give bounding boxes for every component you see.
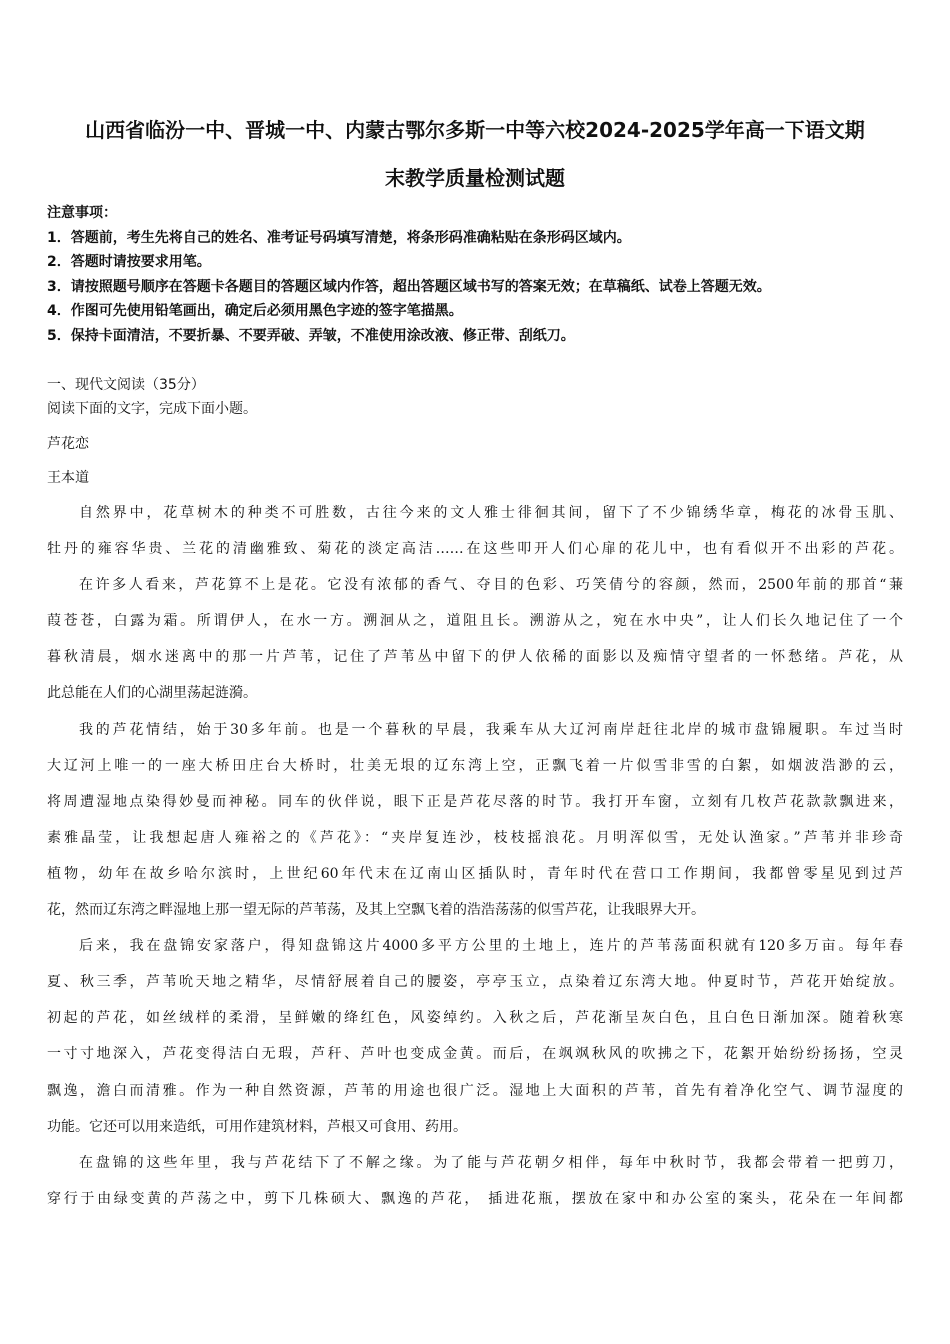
exam-title-line-2: 末教学质量检测试题 [385,166,565,190]
body-line: 大辽河上唯一的一座大桥田庄台大桥时，壮美无垠的辽东湾上空，正飘飞着一片似雪非雪的白絮，如烟波浩渺的云， [47,757,903,774]
body-line: 在盘锦的这些年里，我与芦花结下了不解之缘。为了能与芦花朝夕相伴，每年中秋时节，我都会带着一把剪刀， [79,1154,903,1171]
notice-item: 5．保持卡面清洁，不要折暴、不要弄破、弄皱，不准使用涂改液、修正带、刮纸刀。 [47,327,575,344]
body-line: 植物，幼年在故乡哈尔滨时，上世纪60年代末在辽南山区插队时，青年时代在营口工作期间，我都曾零星见到过芦 [47,865,903,882]
body-line: 一寸寸地深入，芦花变得洁白无瑕，芦秆、芦叶也变成金黄。而后，在飒飒秋风的吹拂之下，花絮开始纷纷扬扬，空灵 [47,1046,903,1063]
body-line: 自然界中，花草树木的种类不可胜数，古往今来的文人雅士徘徊其间，留下了不少锦绣华章，梅花的冰骨玉肌、 [79,505,903,521]
body-line: 牡丹的雍容华贵、兰花的清幽雅致、菊花的淡定高洁……在这些叩开人们心扉的花儿中，也有看似开不出彩的芦花。 [47,541,903,558]
notice-item: 4．作图可先使用铅笔画出，确定后必须用黑色字迹的签字笔描黑。 [47,303,463,320]
notice-item: 3．请按照题号顺序在答题卡各题目的答题区域内作答，超出答题区域书写的答案无效；在草稿纸、试卷上答题无效。 [47,278,771,295]
section-heading: 一、现代文阅读（35分） [47,377,205,393]
body-line: 初起的芦花，如丝绒样的柔滑，呈鲜嫩的绛红色，风姿绰约。入秋之后，芦花渐呈灰白色，且白色日渐加深。随着秋寒 [47,1010,903,1027]
body-line: 穿行于由绿变黄的芦荡之中，剪下几株硕大、飘逸的芦花， 插进花瓶，摆放在家中和办公室的案头，花朵在一年间都 [47,1190,903,1207]
body-line: 夏、秋三季，芦苇吮天地之精华，尽情舒展着自己的腰姿，亭亭玉立，点染着辽东湾大地。仲夏时节，芦花开始绽放。 [47,974,903,991]
body-line: 素雅晶莹，让我想起唐人雍裕之的《芦花》：“夹岸复连沙，枝枝摇浪花。月明浑似雪，无处认渔家。”芦苇并非珍奇 [47,829,903,846]
article-body [47,495,903,1217]
notice-item: 2．答题时请按要求用笔。 [47,254,211,271]
notice-item: 1．答题前，考生先将自己的姓名、准考证号码填写清楚，将条形码准确粘贴在条形码区域内。 [47,229,631,246]
body-line: 暮秋清晨，烟水迷离中的那一片芦苇，记住了芦苇丛中留下的伊人依稀的面影以及痴情守望者的一怀愁绪。芦花，从 [47,649,903,666]
article-title: 芦花恋 [47,436,89,452]
body-line: 葭苍苍，白露为霜。所谓伊人，在水一方。溯洄从之，道阻且长。溯游从之，宛在水中央”，让人们长久地记住了一个 [47,613,903,630]
article-author: 王本道 [47,470,89,486]
body-line: 花，然而辽东湾之畔湿地上那一望无际的芦苇荡，及其上空飘飞着的浩浩荡荡的似雪芦花，让我眼界大开。 [47,902,705,919]
notice-block [47,201,917,349]
exam-title-line-1: 山西省临汾一中、晋城一中、内蒙古鄂尔多斯一中等六校2024-2025学年高一下语文期 [85,118,865,142]
body-line: 后来，我在盘锦安家落户，得知盘锦这片4000多平方公里的土地上，连片的芦苇荡面积就有120多万亩。每年春 [79,938,903,955]
body-line: 将周遭湿地点染得妙曼而神秘。同车的伙伴说，眼下正是芦花尽落的时节。我打开车窗，立刻有几枚芦花款款飘进来， [47,793,903,810]
body-line: 功能。它还可以用来造纸，可用作建筑材料，芦根又可食用、药用。 [47,1118,467,1135]
body-line: 此总能在人们的心湖里荡起涟漪。 [47,685,257,702]
body-line: 飘逸，澹白而清雅。作为一种自然资源，芦苇的用途也很广泛。湿地上大面积的芦苇，首先有着净化空气、调节湿度的 [47,1082,903,1099]
notice-heading: 注意事项： [47,205,117,221]
body-line: 我的芦花情结，始于30多年前。也是一个暮秋的早晨，我乘车从大辽河南岸赶往北岸的城市盘锦履职。车过当时 [79,721,903,738]
body-line: 在许多人看来，芦花算不上是花。它没有浓郁的香气、夺目的色彩、巧笑倩兮的容颜，然而，2500年前的那首“蒹 [79,577,903,594]
reading-instruction: 阅读下面的文字，完成下面小题。 [47,401,257,417]
